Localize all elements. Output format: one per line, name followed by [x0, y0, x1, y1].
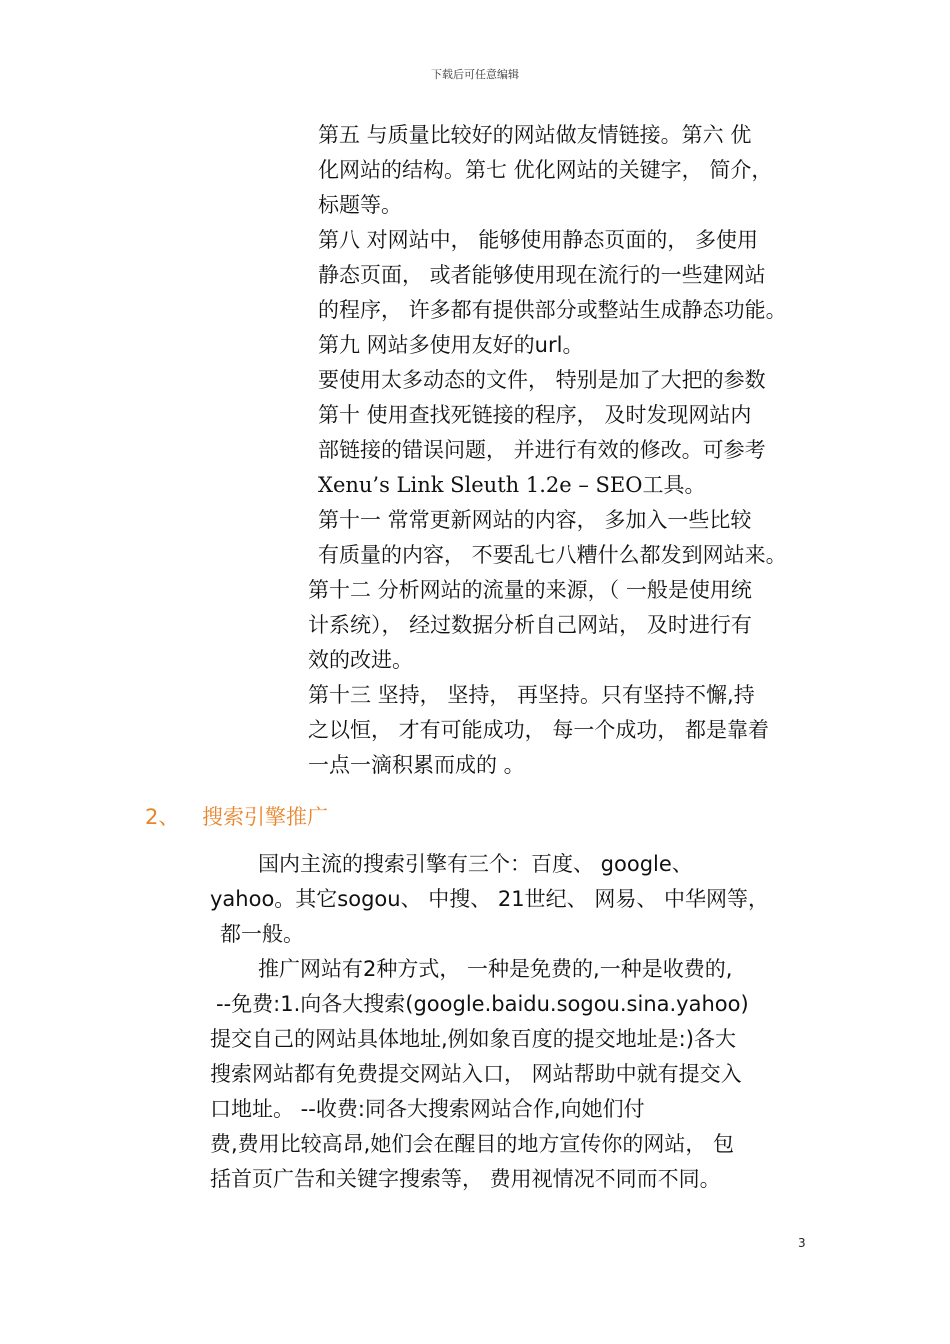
- text-line: 国内主流的搜索引擎有三个：百度、 google、: [258, 852, 693, 876]
- text-line: 括首页广告和关键字搜索等， 费用视情况不同而不同。: [210, 1167, 721, 1191]
- text-line: 效的改进。: [308, 648, 413, 672]
- text-line: 第十二 分析网站的流量的来源，（ 一般是使用统: [308, 578, 752, 602]
- text-line: 第十三 坚持， 坚持， 再坚持。只有坚持不懈,持: [308, 683, 755, 707]
- text-line: 费,费用比较高昂,她们会在醒目的地方宣传你的网站， 包: [210, 1132, 735, 1156]
- text-line: 化网站的结构。第七 优化网站的关键字， 简介，: [318, 158, 773, 182]
- text-line: 标题等。: [318, 193, 402, 217]
- text-line: 搜索网站都有免费提交网站入口， 网站帮助中就有提交入: [210, 1062, 742, 1086]
- text-line: 第十 使用查找死链接的程序， 及时发现网站内: [318, 403, 752, 427]
- section-title: 搜索引擎推广: [202, 805, 328, 829]
- text-line: 都一般。: [220, 922, 304, 946]
- text-line: 提交自己的网站具体地址,例如象百度的提交地址是:)各大: [210, 1027, 736, 1051]
- section-heading: [145, 800, 328, 834]
- text-line: --免费:1.向各大搜索(google.baidu.sogou.sina.yahoo): [216, 992, 749, 1016]
- text-line: 一点一滴积累而成的 。: [308, 753, 525, 777]
- text-line: 部链接的错误问题， 并进行有效的修改。可参考: [318, 438, 766, 462]
- text-line: 有质量的内容， 不要乱七八糟什么都发到网站来。: [318, 543, 787, 567]
- text-line: 第八 对网站中， 能够使用静态页面的， 多使用: [318, 228, 759, 252]
- page-header: 下载后可任意编辑: [431, 68, 519, 81]
- text-line: 静态页面， 或者能够使用现在流行的一些建网站: [318, 263, 766, 287]
- text-line: 的程序， 许多都有提供部分或整站生成静态功能。: [318, 298, 787, 322]
- text-line: 之以恒， 才有可能成功， 每一个成功， 都是靠着: [308, 718, 770, 742]
- text-line: 口地址。 --收费:同各大搜索网站合作,向她们付: [210, 1097, 645, 1121]
- text-line: 推广网站有2种方式， 一种是免费的,一种是收费的,: [258, 957, 733, 981]
- text-line: Xenu’s Link Sleuth 1.2e – SEO工具。: [318, 473, 706, 497]
- text-line: 要使用太多动态的文件， 特别是加了大把的参数: [318, 368, 766, 392]
- text-line: yahoo。其它sogou、 中搜、 21世纪、 网易、 中华网等，: [210, 887, 770, 911]
- text-line: 第九 网站多使用友好的url。: [318, 333, 584, 357]
- text-line: 第五 与质量比较好的网站做友情链接。第六 优: [318, 123, 752, 147]
- page-number: 3: [798, 1236, 806, 1250]
- section-number: 2、: [145, 805, 180, 829]
- text-line: 第十一 常常更新网站的内容， 多加入一些比较: [318, 508, 752, 532]
- text-line: 计系统）， 经过数据分析自己网站， 及时进行有: [308, 613, 752, 637]
